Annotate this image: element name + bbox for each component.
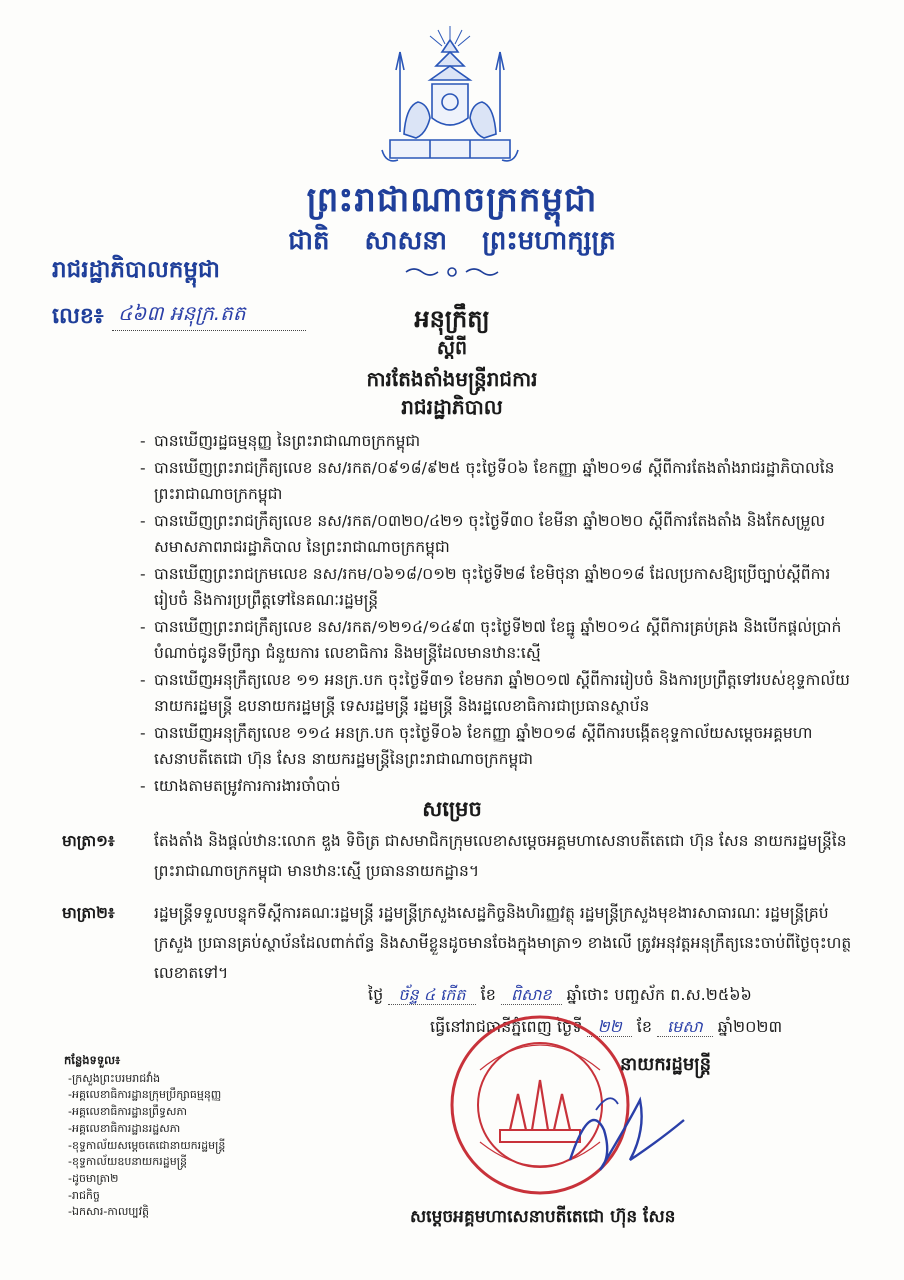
- lunar-year: ឆ្នាំថោះ បញ្ចស័ក ព.ស.២៥៦៦: [566, 985, 752, 1004]
- month2-label: ខែ: [636, 1017, 652, 1036]
- article-1: [62, 826, 852, 886]
- preamble-item: - បានឃើញអនុក្រឹត្យលេខ ១១៤ អនក្រ.បក ចុះថ្ងៃទី០៦ ខែកញ្ញា ឆ្នាំ២០១៨ ស្ដីពីការបង្កើតខុទ្ទកាល័យសម្ដេចអគ្គមហាសេនាបតីតេជោ ហ៊ុន សែន នាយករដ្ឋមន្ត្រីនៃព្រះរាជាណាចក្រកម្ពុជា: [140, 720, 860, 773]
- lunar-day: ច័ន្ទ ៤ កើត: [388, 985, 475, 1005]
- recipient-item: -អគ្គលេខាធិការដ្ឋានរដ្ឋសភា: [68, 1121, 181, 1135]
- preamble-item: - បានឃើញព្រះរាជក្រឹត្យលេខ នស/រកត/០៣២០/៤២១ ចុះថ្ងៃទី៣០ ខែមីនា ឆ្នាំ២០២០ ស្ដីពីការតែងតាំង និងកែសម្រួលសមាសភាពរាជរដ្ឋាភិបាល នៃព្រះរាជាណាចក្រកម្ពុជា: [140, 508, 860, 561]
- article-label: មាត្រា១៖: [62, 832, 115, 850]
- preamble-item: - បានឃើញព្រះរាជក្រឹត្យលេខ នស/រកត/១២១៤/១៤៩៣ ចុះថ្ងៃទី២៧ ខែធ្នូ ឆ្នាំ២០១៤ ស្ដីពីការគ្រប់គ្រង និងបើកផ្ដល់ប្រាក់បំណាច់ជូនទីប្រឹក្សា ជំនួយការ លេខាធិការ និងមន្ត្រីដែលមានឋានៈស្មើ: [140, 614, 860, 667]
- day-label: ថ្ងៃ: [368, 985, 384, 1004]
- signatory-name: សម្ដេចអគ្គមហាសេនាបតីតេជោ ហ៊ុន សែន: [410, 1207, 676, 1227]
- lunar-month: ពិសាខ: [501, 985, 562, 1005]
- preamble-item: - បានឃើញអនុក្រឹត្យលេខ ១១ អនក្រ.បក ចុះថ្ងៃទី៣១ ខែមករា ឆ្នាំ២០១៧ ស្ដីពីការរៀបចំ និងការប្រព្រឹត្តទៅរបស់ខុទ្ទកាល័យនាយករដ្ឋមន្ត្រី ឧបនាយករដ្ឋមន្ត្រី ទេសរដ្ឋមន្ត្រី រដ្ឋមន្ត្រី និងរដ្ឋលេខាធិការជាប្រធានស្ថាប័ន: [140, 667, 860, 720]
- preamble-item: - បានឃើញរដ្ឋធម្មនុញ្ញ នៃព្រះរាជាណាចក្រកម្ពុជា: [140, 428, 860, 455]
- preamble-item: - បានឃើញព្រះរាជក្រឹត្យលេខ នស/រកត/០៩១៨/៩២៥ ចុះថ្ងៃទី០៦ ខែកញ្ញា ឆ្នាំ២០១៨ ស្ដីពីការតែងតាំងរាជរដ្ឋាភិបាលនៃព្រះរាជាណាចក្រកម្ពុជា: [140, 455, 860, 508]
- article-text: រដ្ឋមន្ត្រីទទួលបន្ទុកទីស្ដីការគណៈរដ្ឋមន្ត្រី រដ្ឋមន្ត្រីក្រសួងសេដ្ឋកិច្ចនិងហិរញ្ញវត្ថុ រដ្ឋមន្ត្រីក្រសួងមុខងារសាធារណៈ រដ្ឋមន្ត្រីគ្រប់ក្រសួង ប្រធានគ្រប់ស្ថាប័នដែលពាក់ព័ន្ធ និងសាមីខ្លួនដូចមានចែងក្នុងមាត្រា១ ខាងលើ ត្រូវអនុវត្តអនុក្រឹត្យនេះចាប់ពីថ្ងៃចុះហត្ថលេខាតទៅ។: [154, 904, 852, 982]
- recipient-item: -ដូចមាត្រា២: [68, 1171, 119, 1185]
- article-label: មាត្រា២៖: [62, 904, 115, 922]
- article-2: [62, 898, 852, 988]
- document-subject: ការតែងតាំងមន្ត្រីរាជការ: [366, 367, 538, 391]
- place-label: ធ្វើនៅរាជធានីភ្នំពេញ ថ្ងៃទី: [430, 1017, 583, 1036]
- decision-heading: សម្រេច: [422, 797, 482, 821]
- recipient-item: -រាជកិច្ច: [68, 1188, 100, 1202]
- kingdom-heading: ព្រះរាជាណាចក្រកម្ពុជា: [306, 180, 598, 220]
- recipient-item: -ខុទ្ទកាល័យសម្ដេចតេជោនាយករដ្ឋមន្ត្រី: [68, 1138, 226, 1152]
- recipients-list: [64, 1052, 225, 1221]
- divider-ornament-icon: [402, 262, 502, 282]
- year: ឆ្នាំ២០២៣: [717, 1017, 783, 1036]
- recipient-item: -ឯកសារ-កាលប្បវត្តិ: [68, 1205, 150, 1219]
- signatory-title: នាយករដ្ឋមន្ត្រី: [620, 1054, 712, 1075]
- preamble-list: [140, 428, 860, 799]
- preamble-item: - បានឃើញព្រះរាជក្រមលេខ នស/រកម/០៦១៨/០១២ ចុះថ្ងៃទី២៨ ខែមិថុនា ឆ្នាំ២០១៨ ដែលប្រកាសឱ្យប្រើច្បាប់ស្ដីពីការរៀបចំ និងការប្រព្រឹត្តទៅនៃគណៈរដ្ឋមន្ត្រី: [140, 561, 860, 614]
- article-text: តែងតាំង និងផ្ដល់ឋានៈលោក ឌួង ទិចិត្រ ជាសមាជិកក្រុមលេខាសម្ដេចអគ្គមហាសេនាបតីតេជោ ហ៊ុន សែន នាយករដ្ឋមន្ត្រីនៃព្រះរាជាណាចក្រកម្ពុជា មានឋានៈស្មើ ប្រធាននាយកដ្ឋាន។: [154, 832, 847, 880]
- recipient-item: -ខុទ្ទកាល័យឧបនាយករដ្ឋមន្ត្រី: [68, 1155, 187, 1169]
- decree-number-label: លេខ៖: [52, 304, 104, 329]
- royal-coat-of-arms-icon: [370, 22, 530, 172]
- month-label: ខែ: [480, 985, 496, 1004]
- handwritten-signature-icon: [560, 1060, 690, 1190]
- issuing-government: រាជរដ្ឋាភិបាលកម្ពុជា: [52, 257, 220, 283]
- recipient-item: -អគ្គលេខាធិការដ្ឋានព្រឹទ្ធសភា: [68, 1105, 187, 1119]
- decree-number-value: ៤៦៣ អនុក្រ.តត: [112, 300, 306, 331]
- document-type-title: អនុក្រឹត្យ: [414, 305, 490, 333]
- issuing-body: រាជរដ្ឋាភិបាល: [401, 395, 503, 419]
- recipients-heading: កន្លែងទទួល៖: [64, 1053, 121, 1067]
- recipient-item: -អគ្គលេខាធិការដ្ឋានក្រុមប្រឹក្សាធម្មនុញ្ញ: [68, 1088, 222, 1102]
- lunar-date-line: [368, 984, 848, 1008]
- recipient-item: -ក្រសួងព្រះបរមរាជវាំង: [68, 1071, 161, 1085]
- preamble-item: - យោងតាមតម្រូវការការងារចាំបាច់: [140, 773, 860, 800]
- month-name: មេសា: [657, 1017, 713, 1037]
- title-on: ស្ដីពី: [436, 337, 468, 359]
- day-number: ២២: [587, 1017, 631, 1037]
- national-motto: ជាតិ សាសនា ព្រះមហាក្សត្រ: [288, 226, 616, 256]
